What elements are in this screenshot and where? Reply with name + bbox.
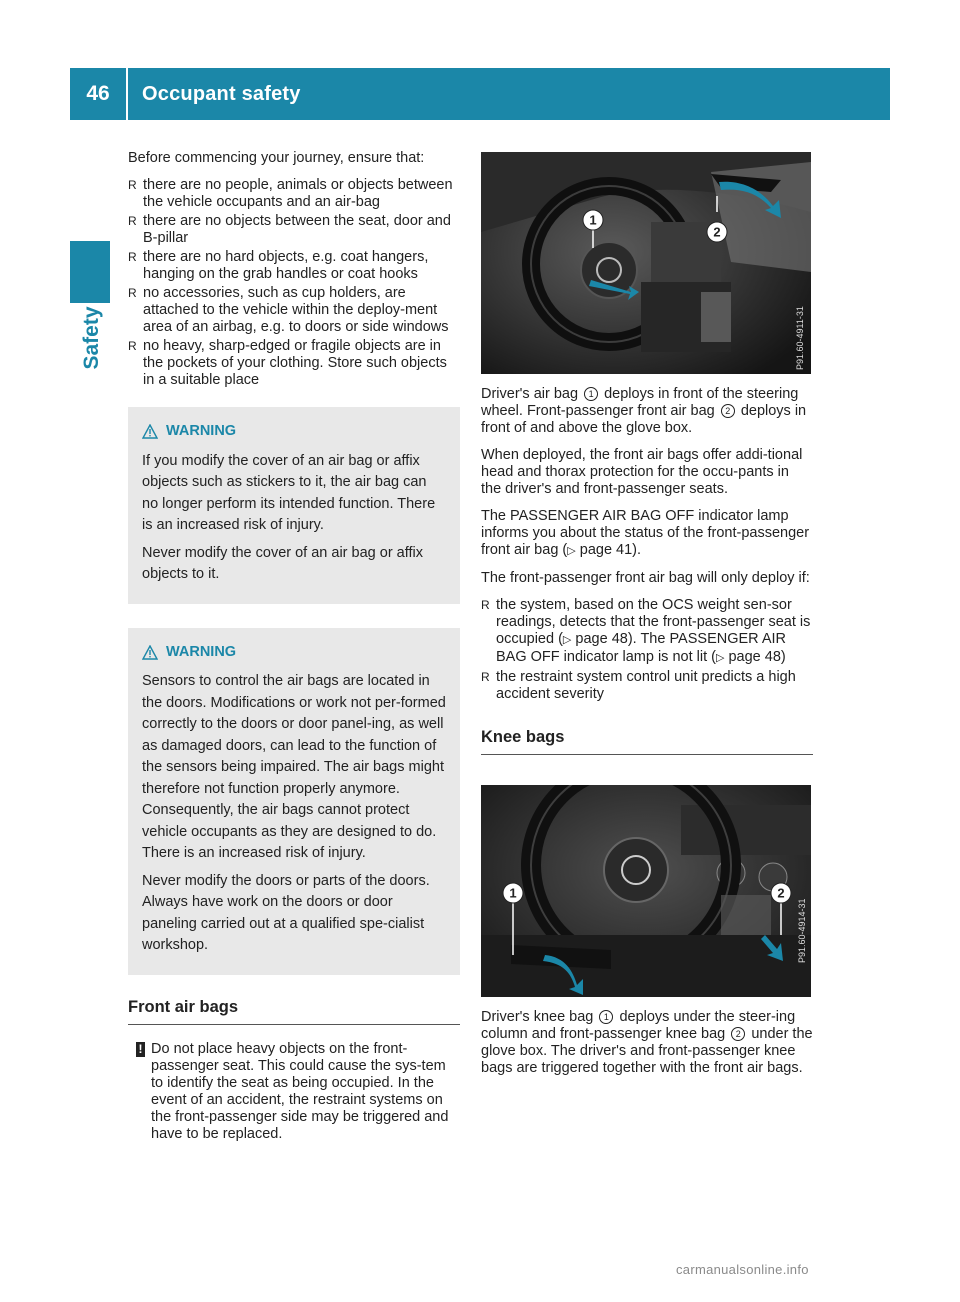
front-airbag-illustration [481,152,811,374]
page-reference-arrow-icon: ▷ [567,545,576,557]
checklist-intro: Before commencing your journey, ensure that: [128,150,425,166]
section-heading-front-air-bags: Front air bags [128,999,460,1025]
bullet-icon: R [481,598,490,612]
bullet-icon: R [128,250,137,264]
warning-text: Never modify the doors or parts of the doors. Always have work on the doors or door paneling carried out at a qualified spe-cialist workshop. [142,872,430,953]
left-column [128,150,460,1143]
footer-watermark: carmanualsonline.info [676,1262,809,1277]
warning-text: Sensors to control the air bags are located in the doors. Modifications or work not per-formed correctly to the doors or door panel-ing, as well as damaged doors, can lead to the function of the sensors being impaired. The air bags might therefore not function properly anymore. Consequently, the air bags cannot protect vehicle occupants as they are designed to do. There is an increased risk of injury. [142,673,446,861]
warning-title: WARNING [142,642,446,664]
knee-bag-illustration [481,785,811,997]
section-tab-marker [70,241,110,303]
figure-code: P91.60-4911-31 [795,306,805,370]
list-item: R there are no objects between the seat, door and B-pillar [128,213,451,246]
bullet-icon: R [128,286,137,300]
bullet-icon: R [481,670,490,684]
warning-text: If you modify the cover of an air bag or affix objects such as stickers to it, the air bag can no longer perform its intended function. There is an increased risk of injury. [142,452,436,533]
bullet-icon: R [128,339,137,353]
indicator-lamp-text: The PASSENGER AIR BAG OFF indicator lamp informs you about the status of the front-passenger front air bag (▷ page 41). [481,508,810,558]
warning-text: Never modify the cover of an air bag or affix objects to it. [142,544,424,582]
list-item: R there are no people, animals or objects between the vehicle occupants and an air-bag [128,177,453,210]
callout-1-icon: 1 [584,387,598,401]
deploy-conditions-intro: The front-passenger front air bag will only deploy if: [481,570,810,586]
front-airbag-description: Driver's air bag 1 deploys in front of the steering wheel. Front-passenger front air bag 2 deploys in front of and above the glove box. [481,386,807,436]
marker-1-label: 1 [589,212,597,228]
marker-2-label: 2 [713,224,721,240]
warning-triangle-icon [142,424,158,439]
callout-2-icon: 2 [731,1027,745,1041]
list-item: R the system, based on the OCS weight sen-sor readings, detects that the front-passenger seat is occupied (▷ page 48). The PASSENGER AIR BAG OFF indicator lamp is not lit (▷ page 48) [481,597,811,665]
right-column [481,152,813,1087]
marker-2-label: 2 [777,885,785,901]
page-reference-arrow-icon: ▷ [715,652,725,664]
list-item: R there are no hard objects, e.g. coat hangers, hanging on the grab handles or coat hooks [128,249,429,282]
deploy-conditions-list [481,597,813,703]
page-header [70,68,890,120]
notice-box [128,1041,460,1143]
callout-2-icon: 2 [721,404,735,418]
exclamation-icon: ! [136,1042,145,1057]
bullet-icon: R [128,178,137,192]
chapter-title: Occupant safety [142,83,301,105]
callout-1-icon: 1 [599,1010,613,1024]
list-item: R the restraint system control unit predicts a high accident severity [481,669,796,702]
figure-code: P91.60-4914-31 [797,898,807,963]
warning-triangle-icon [142,645,158,660]
bullet-icon: R [128,214,137,228]
notice-text: Do not place heavy objects on the front-passenger seat. This could cause the sys-tem to identify the seat as being occupied. In the event of an accident, the restraint systems on the front-passenger side may be triggered and have to be replaced. [151,1040,449,1142]
page-number: 46 [70,68,128,120]
section-heading-knee-bags: Knee bags [481,729,813,755]
page-reference-arrow-icon: ▷ [562,634,572,646]
warning-title: WARNING [142,421,446,443]
marker-1-label: 1 [509,885,517,901]
warning-box-airbag-cover [128,407,460,604]
list-item: R no accessories, such as cup holders, are attached to the vehicle within the deploy-ment area of an airbag, e.g. to doors or side windows [128,285,449,335]
warning-box-door-sensors [128,628,460,975]
knee-bag-description: Driver's knee bag 1 deploys under the steer-ing column and front-passenger knee bag 2 under the glove box. The driver's and front-passenger knee bags are triggered together with the front air bags. [481,1009,813,1076]
front-airbag-protection-text: When deployed, the front air bags offer addi-tional head and thorax protection for the occu-pants in the driver's and front-passenger seats. [481,447,803,497]
list-item: R no heavy, sharp-edged or fragile objects are in the pockets of your clothing. Store such objects in a suitable place [128,338,447,388]
section-label: Safety [80,306,103,370]
checklist [128,177,460,389]
